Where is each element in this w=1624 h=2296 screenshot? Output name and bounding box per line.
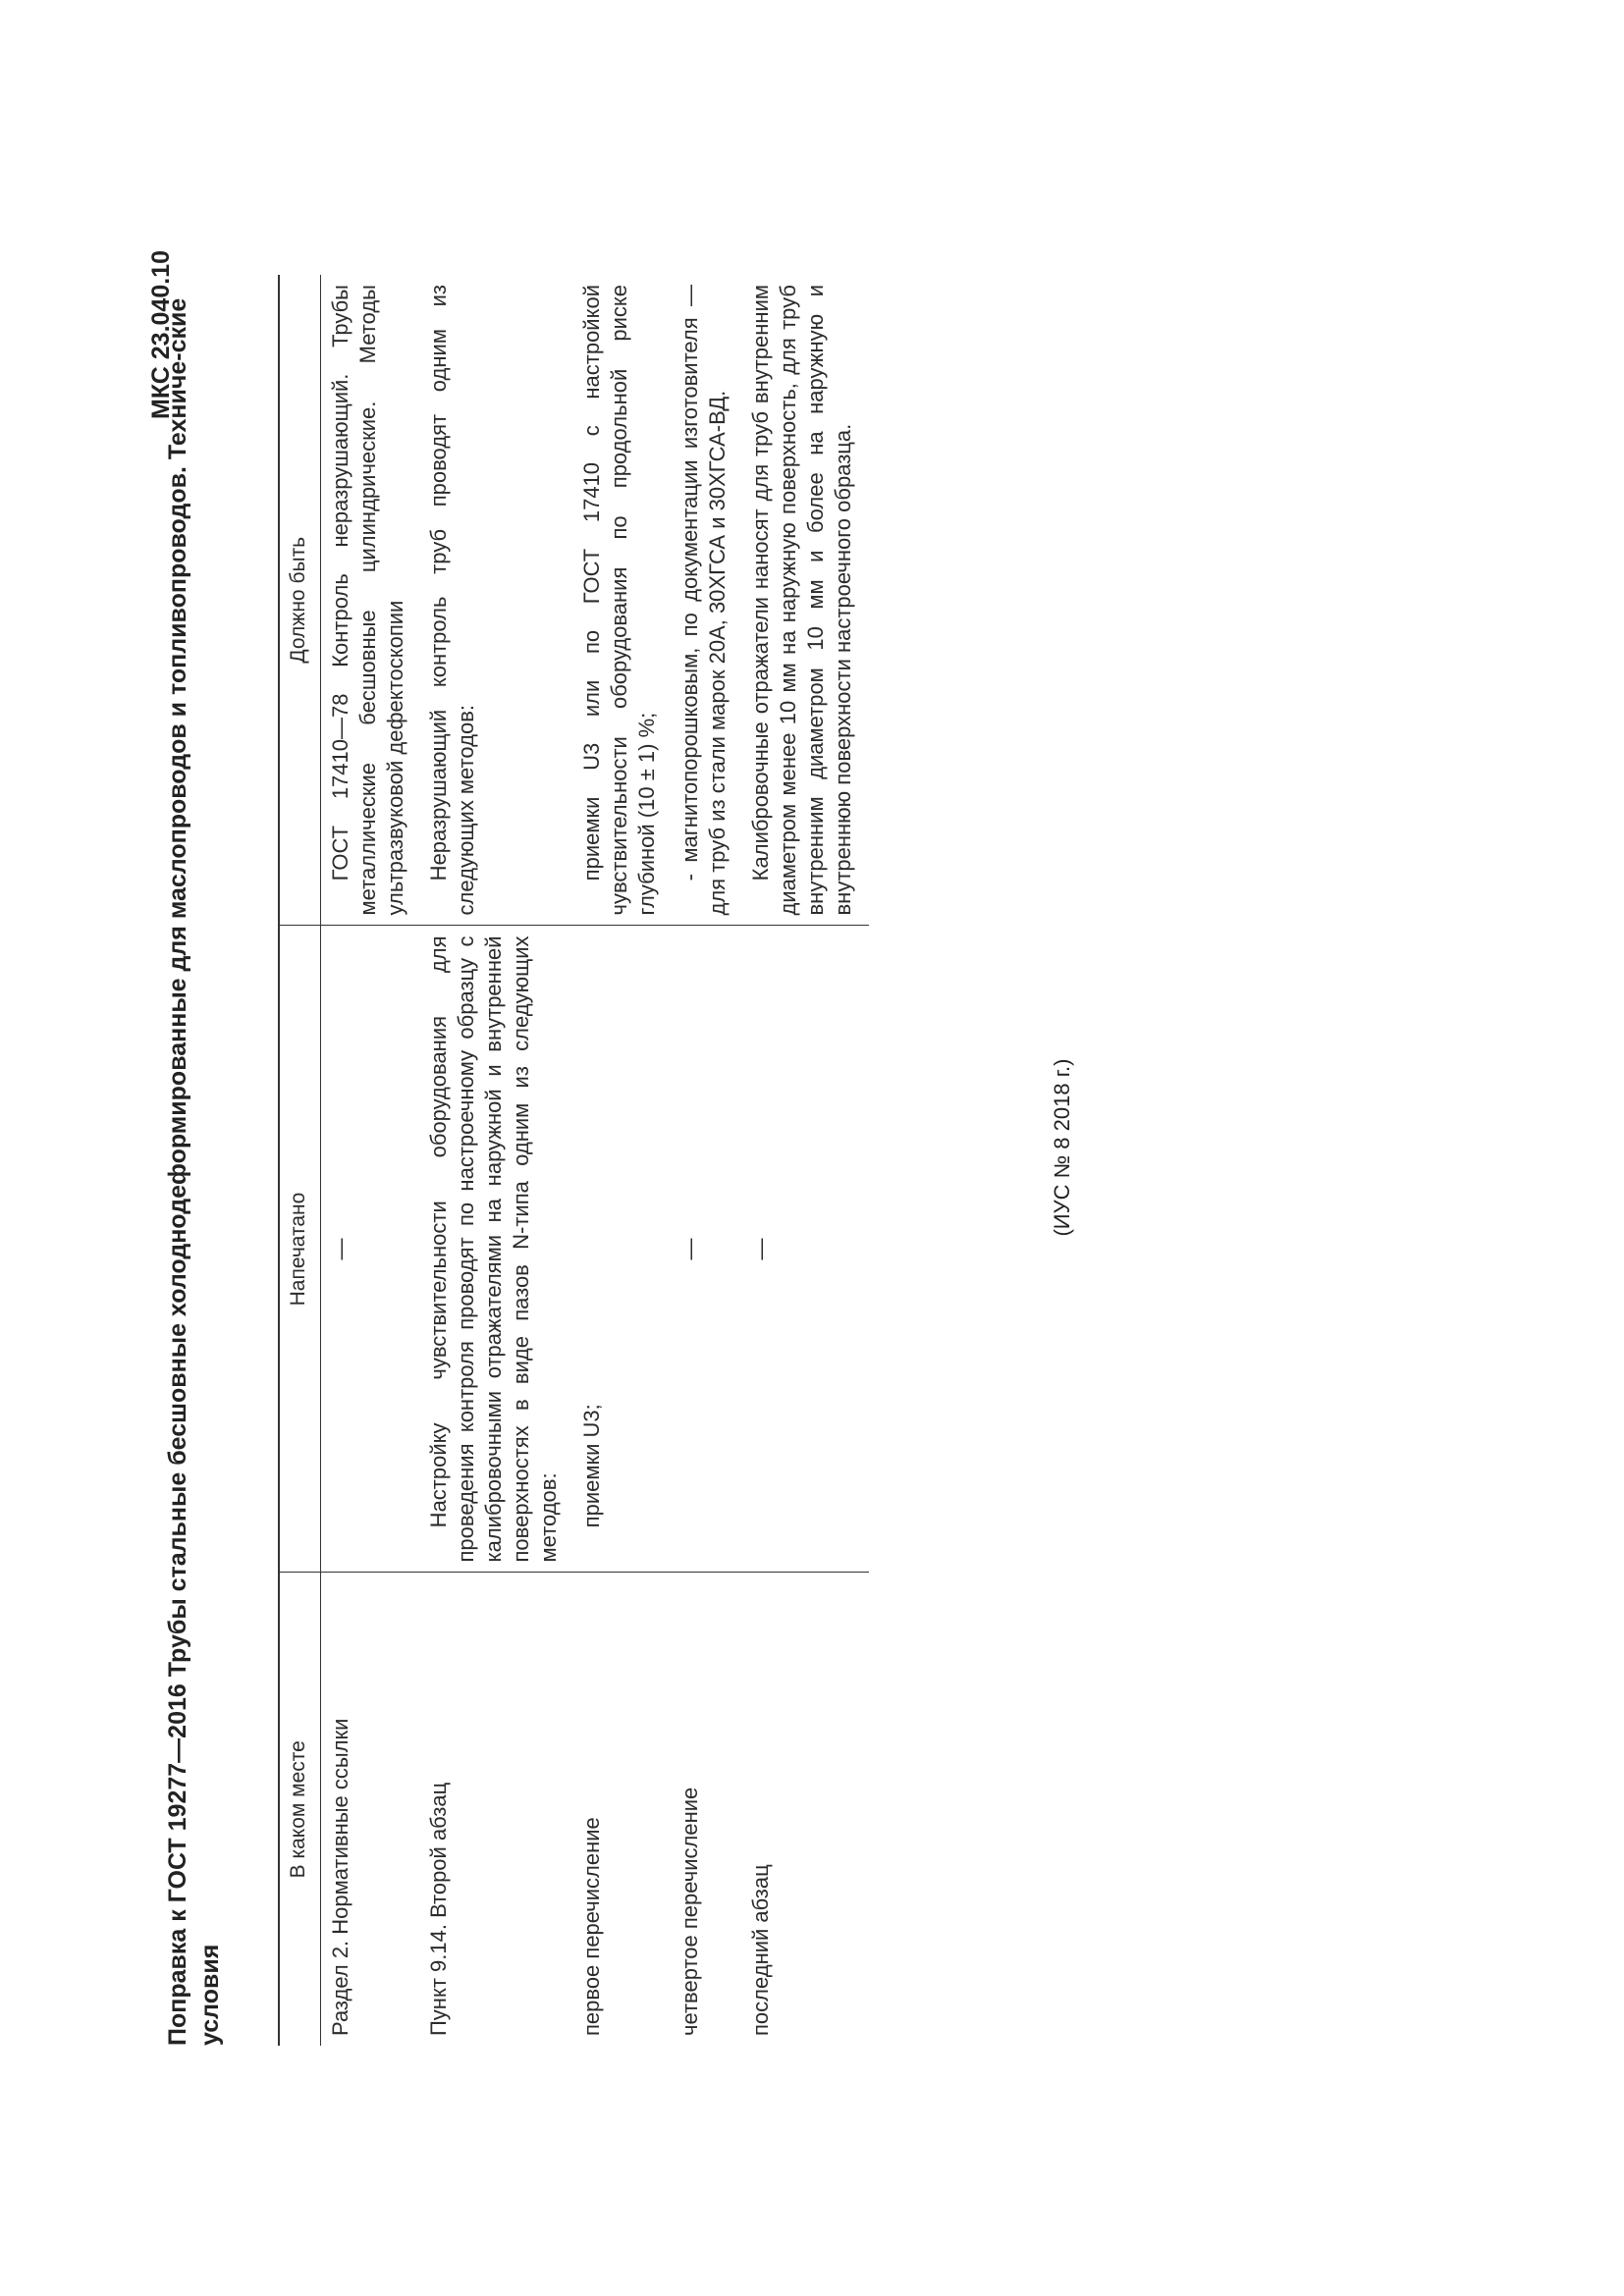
cell-should-be: Калибровочные отражатели наносят для труб внутренним диаметром менее 10 мм на наружную поверхность, для труб внутренним диаметром 10 мм и более на наружную и внутреннюю поверхности настроечного образца. — [741, 275, 869, 926]
cell-where: первое перечисление — [579, 1817, 604, 2036]
cell-printed: — — [741, 926, 869, 1573]
cell-should-be: приемки U3 или по ГОСТ 17410 с настройкой чувствительности оборудования по продольной риске глубиной (10 ± 1) %; — [572, 275, 671, 926]
cell-where: Раздел 2. Нормативные ссылки — [328, 1718, 352, 2036]
table-row — [419, 275, 572, 2046]
cell-printed: Настройку чувствительности оборудования для проведения контроля проводят по настроечному образцу с калибровочными отражателями на наружной и внутренней поверхностях в виде пазов N-типа одним из следующих методов: — [419, 926, 572, 1573]
classification-code: МКС 23.040.10 — [147, 250, 175, 419]
publication-source: (ИУС № 8 2018 г.) — [1050, 1058, 1074, 1237]
table-row — [321, 275, 420, 2046]
column-header-should-be: Должно быть — [279, 275, 321, 926]
cell-printed: приемки U3; — [572, 926, 671, 1573]
cell-where: Пункт 9.14. Второй абзац — [426, 1782, 451, 2036]
table-row — [572, 275, 671, 2046]
cell-printed: — — [321, 926, 420, 1573]
cell-should-be: - магнитопорошковым, по документации изготовителя — для труб из стали марок 20А, 30ХГСА и 30ХГСА-ВД. — [671, 275, 741, 926]
column-header-where: В каком месте — [279, 1573, 321, 2046]
table-row — [741, 275, 869, 2046]
cell-should-be: Неразрушающий контроль труб проводят одним из следующих методов: — [419, 275, 572, 926]
document-title: Поправка к ГОСТ 19277—2016 Трубы стальные бесшовные холоднодеформированные для маслопроводов и топливопроводов. Техниче-ские условия — [164, 297, 224, 2046]
cell-where: последний абзац — [748, 1864, 773, 2036]
cell-should-be: ГОСТ 17410—78 Контроль неразрушающий. Трубы металлические бесшовные цилиндрические. Методы ультразвуковой дефектоскопии — [321, 275, 420, 926]
table-row — [671, 275, 741, 2046]
amendment-table — [278, 275, 869, 2046]
table-header-row — [279, 275, 321, 2046]
cell-where: четвертое перечисление — [677, 1787, 702, 2036]
cell-printed: — — [671, 926, 741, 1573]
column-header-printed: Напечатано — [279, 926, 321, 1573]
